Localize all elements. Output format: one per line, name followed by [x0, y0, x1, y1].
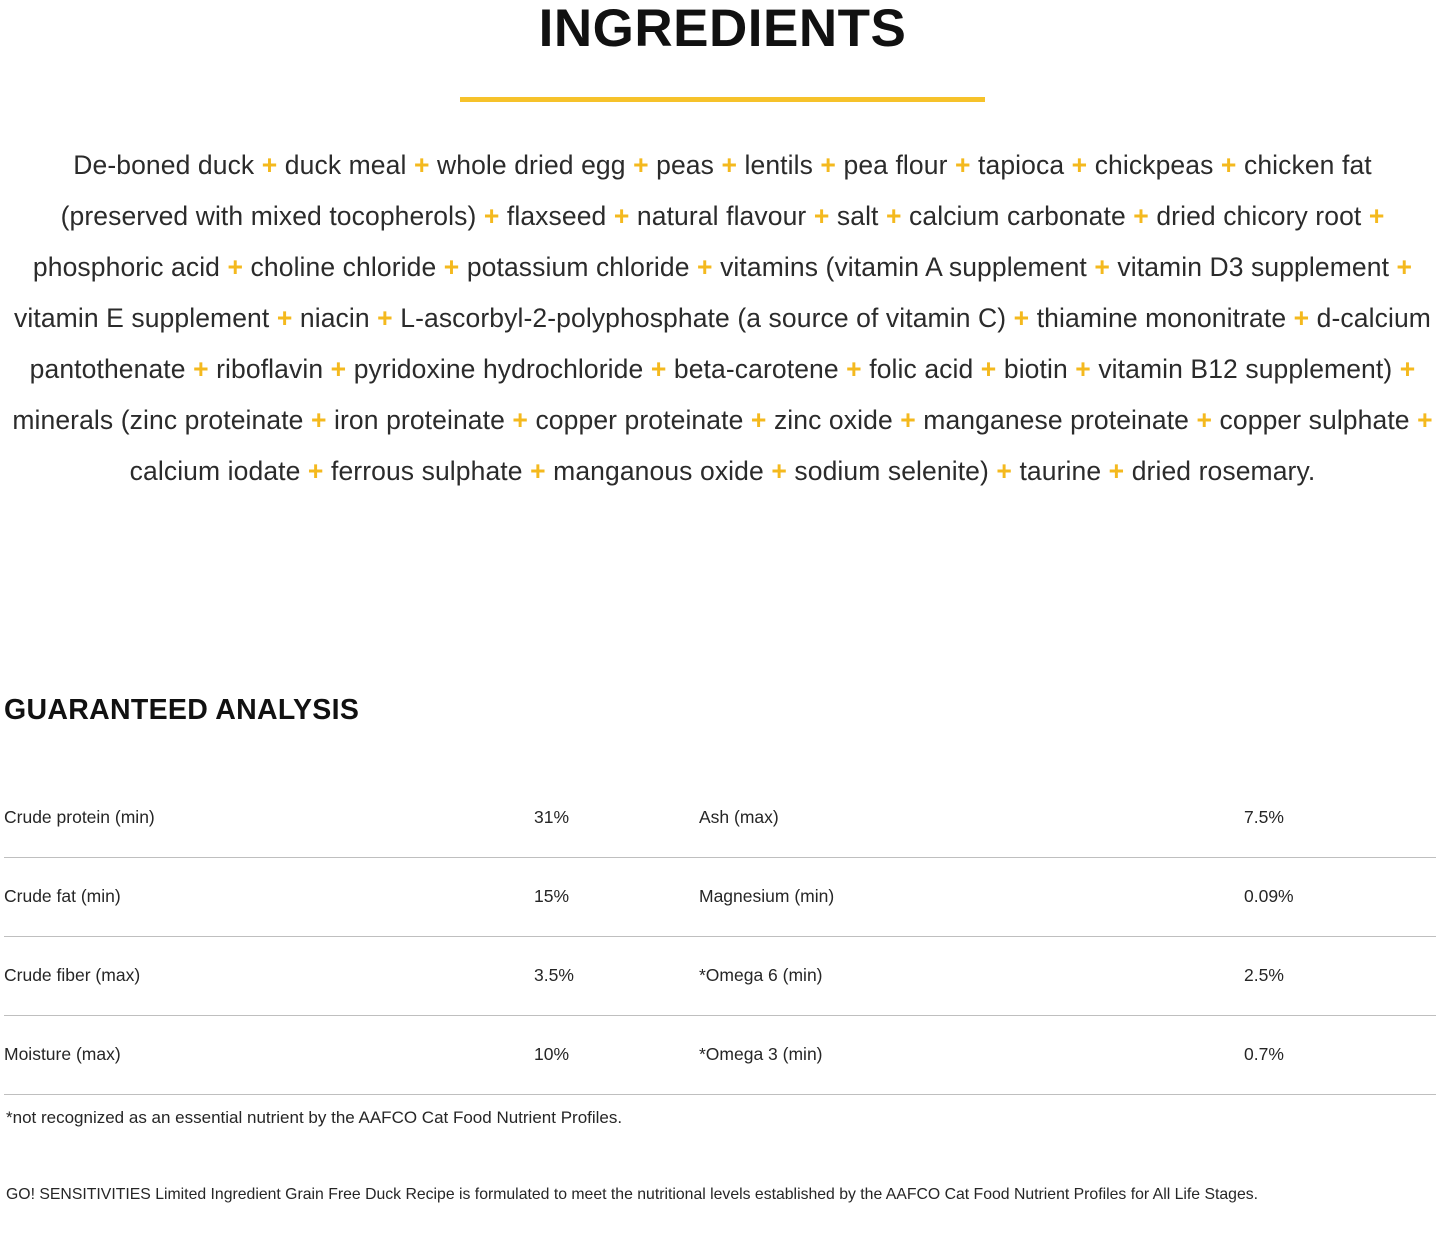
- nutrient-value: 3.5%: [534, 936, 699, 1015]
- ingredient-item: vitamins (vitamin A supplement: [720, 252, 1087, 282]
- plus-icon: +: [606, 201, 637, 231]
- plus-icon: +: [1101, 456, 1132, 486]
- ingredient-item: dried chicory root: [1156, 201, 1362, 231]
- ingredient-item: chicken fat (preserved with mixed tocopherols): [60, 150, 1372, 231]
- nutrient-value: 0.09%: [1244, 857, 1436, 936]
- nutrient-value: 0.7%: [1244, 1015, 1436, 1094]
- plus-icon: +: [504, 405, 536, 435]
- plus-icon: +: [988, 456, 1020, 486]
- ingredient-item: folic acid: [869, 354, 974, 384]
- plus-icon: +: [1213, 150, 1244, 180]
- ingredient-item: L-ascorbyl-2-polyphosphate (a source of vitamin C): [400, 303, 1007, 333]
- nutrient-label: Crude fiber (max): [4, 936, 534, 1015]
- nutrient-label: Crude protein (min): [4, 778, 534, 857]
- ingredient-item: salt: [836, 201, 879, 231]
- plus-icon: +: [269, 303, 300, 333]
- plus-icon: +: [743, 405, 774, 435]
- ingredient-item: copper sulphate: [1219, 405, 1410, 435]
- ingredient-item: zinc oxide: [773, 405, 893, 435]
- ingredient-item: tapioca: [978, 150, 1065, 180]
- title-underline-divider: [460, 97, 985, 102]
- plus-icon: +: [714, 150, 745, 180]
- plus-icon: +: [1086, 252, 1118, 282]
- plus-icon: +: [1409, 405, 1433, 435]
- ingredient-item: taurine: [1019, 456, 1102, 486]
- plus-icon: +: [1125, 201, 1157, 231]
- ingredient-item: flaxseed: [506, 201, 607, 231]
- ingredient-item: phosphoric acid: [32, 252, 221, 282]
- ingredient-item: chickpeas: [1094, 150, 1214, 180]
- plus-icon: +: [1067, 354, 1099, 384]
- ingredient-item: vitamin B12 supplement): [1098, 354, 1393, 384]
- plus-icon: +: [689, 252, 721, 282]
- plus-icon: +: [1064, 150, 1095, 180]
- table-row: [4, 778, 1436, 857]
- ingredient-item: minerals (zinc proteinate: [12, 405, 304, 435]
- ingredient-item: vitamin E supplement: [14, 303, 270, 333]
- guaranteed-analysis-heading: GUARANTEED ANALYSIS: [4, 694, 360, 726]
- plus-icon: +: [323, 354, 354, 384]
- ingredient-item: duck meal: [284, 150, 407, 180]
- plus-icon: +: [300, 456, 331, 486]
- guaranteed-analysis-table: [4, 778, 1436, 1095]
- aafco-disclaimer-text: GO! SENSITIVITIES Limited Ingredient Grain Free Duck Recipe is formulated to meet the nutritional levels established by the AAFCO Cat Food Nutrient Profiles for All Life Stages.: [6, 1186, 1259, 1203]
- plus-icon: +: [625, 150, 657, 180]
- plus-icon: +: [878, 201, 910, 231]
- nutrient-label: Magnesium (min): [699, 857, 1244, 936]
- plus-icon: +: [369, 303, 401, 333]
- ingredient-item: choline chloride: [250, 252, 437, 282]
- ingredient-item: lentils: [744, 150, 813, 180]
- table-row: [4, 857, 1436, 936]
- plus-icon: +: [973, 354, 1004, 384]
- plus-icon: +: [522, 456, 554, 486]
- ingredient-item: d-calcium pantothenate: [29, 303, 1431, 384]
- nutrient-label: *Omega 3 (min): [699, 1015, 1244, 1094]
- plus-icon: +: [763, 456, 795, 486]
- ingredient-item: biotin: [1003, 354, 1068, 384]
- nutrient-value: 2.5%: [1244, 936, 1436, 1015]
- nutrient-label: Moisture (max): [4, 1015, 534, 1094]
- plus-icon: +: [254, 150, 285, 180]
- ingredient-item: calcium carbonate: [909, 201, 1126, 231]
- ingredient-item: dried rosemary.: [1131, 456, 1316, 486]
- ingredient-item: manganous oxide: [553, 456, 764, 486]
- ingredient-item: niacin: [299, 303, 370, 333]
- plus-icon: +: [1006, 303, 1037, 333]
- nutrient-value: 15%: [534, 857, 699, 936]
- ingredient-item: potassium chloride: [466, 252, 690, 282]
- table-row: [4, 1015, 1436, 1094]
- table-row: [4, 936, 1436, 1015]
- ingredient-item: De-boned duck: [73, 150, 255, 180]
- footnote-text: *not recognized as an essential nutrient by the AAFCO Cat Food Nutrient Profiles.: [6, 1108, 623, 1127]
- ingredient-item: pea flour: [843, 150, 948, 180]
- ingredient-item: whole dried egg: [437, 150, 626, 180]
- plus-icon: +: [1389, 252, 1413, 282]
- plus-icon: +: [406, 150, 437, 180]
- plus-icon: +: [643, 354, 674, 384]
- plus-icon: +: [812, 150, 844, 180]
- plus-icon: +: [806, 201, 837, 231]
- plus-icon: +: [476, 201, 507, 231]
- ingredient-item: calcium iodate: [129, 456, 301, 486]
- nutrient-value: 7.5%: [1244, 778, 1436, 857]
- plus-icon: +: [303, 405, 335, 435]
- nutrient-label: *Omega 6 (min): [699, 936, 1244, 1015]
- ingredient-item: sodium selenite): [794, 456, 989, 486]
- plus-icon: +: [1286, 303, 1317, 333]
- ingredient-item: beta-carotene: [673, 354, 839, 384]
- plus-icon: +: [892, 405, 924, 435]
- ingredient-item: vitamin D3 supplement: [1117, 252, 1390, 282]
- ingredient-item: natural flavour: [636, 201, 807, 231]
- ingredients-list: [8, 140, 1437, 497]
- ingredient-item: ferrous sulphate: [330, 456, 523, 486]
- plus-icon: +: [838, 354, 870, 384]
- ingredient-item: iron proteinate: [334, 405, 505, 435]
- nutrient-value: 10%: [534, 1015, 699, 1094]
- nutrient-label: Crude fat (min): [4, 857, 534, 936]
- plus-icon: +: [436, 252, 467, 282]
- plus-icon: +: [947, 150, 979, 180]
- ingredient-item: riboflavin: [216, 354, 324, 384]
- plus-icon: +: [1392, 354, 1416, 384]
- ingredient-item: peas: [656, 150, 714, 180]
- ingredient-item: copper proteinate: [535, 405, 744, 435]
- nutrient-label: Ash (max): [699, 778, 1244, 857]
- ingredient-item: thiamine mononitrate: [1036, 303, 1287, 333]
- plus-icon: +: [1189, 405, 1220, 435]
- nutrient-value: 31%: [534, 778, 699, 857]
- page-title: INGREDIENTS: [538, 0, 907, 58]
- plus-icon: +: [220, 252, 251, 282]
- ingredient-item: manganese proteinate: [923, 405, 1190, 435]
- ingredient-item: pyridoxine hydrochloride: [353, 354, 644, 384]
- plus-icon: +: [185, 354, 217, 384]
- plus-icon: +: [1361, 201, 1385, 231]
